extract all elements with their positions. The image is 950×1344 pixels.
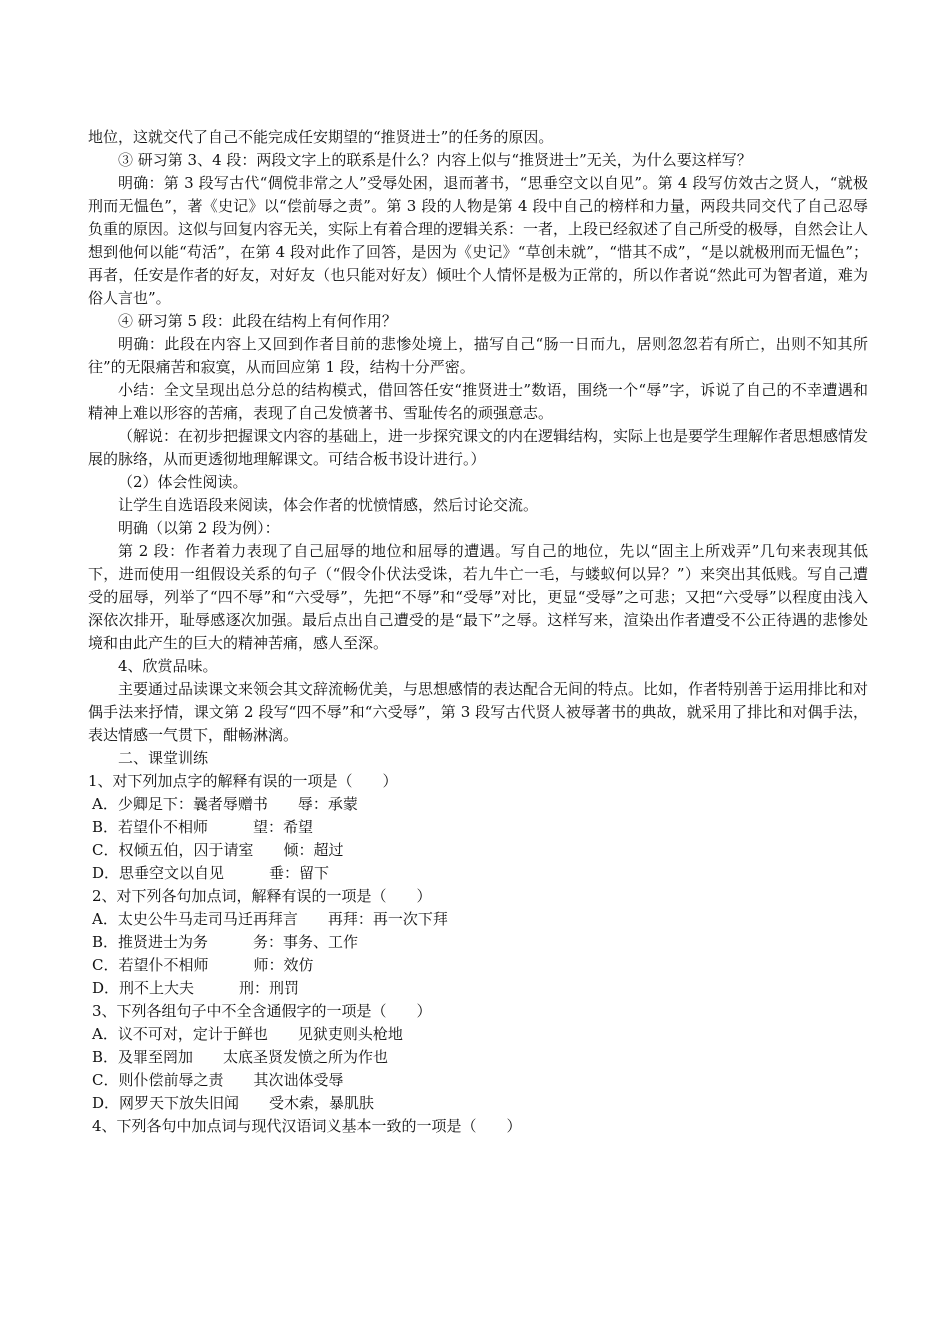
option-d: D．网罗天下放失旧闻 受木索，暴肌肤 xyxy=(92,1094,375,1112)
option-c: C．则仆偿前辱之责 其次诎体受辱 xyxy=(92,1071,344,1089)
option-d: D．刑不上大夫 刑：刑罚 xyxy=(92,979,300,997)
document-page xyxy=(88,126,868,1138)
summary-paragraph: 小结：全文呈现出总分总的结构模式，借回答任安“推贤进士”数语，围绕一个“辱”字，诉说了自己的不幸遭遇和精神上难以形容的苦痛，表现了自己发愤著书、雪耻传名的顽强意志。 xyxy=(88,381,868,422)
paragraph: 明确：第 3 段写古代“倜傥非常之人”受辱处困，退而著书，“思垂空文以自见”。第 4 段写仿效古之贤人，“就极刑而无愠色”，著《史记》以“偿前辱之责”。第 3 段的人物是第 4 段中自己的榜样和力量，两段共同交代了自己忍辱负重的原因。这似与回复内容无关，实际上有着合理的逻辑关系：一者，上段已经叙述了自己所受的极辱，自然会让人想到他何以能“苟活”，在第 4 段对此作了回答，是因为《史记》“草创未就”，“惜其不成”，“是以就极刑而无愠色”；再者，任安是作者的好友，对好友（也只能对好友）倾吐个人情怀是极为正常的，所以作者说“然此可为智者道，难为俗人言也”。 xyxy=(88,174,869,307)
section-heading: （2）体会性阅读。 xyxy=(118,473,248,491)
question-1: 1、对下列加点字的解释有误的一项是（ ） xyxy=(88,772,398,790)
question-4: 4、下列各句中加点词与现代汉语词义基本一致的一项是（ ） xyxy=(92,1117,522,1135)
paragraph: 主要通过品读课文来领会其文辞流畅优美，与思想感情的表达配合无间的特点。比如，作者特别善于运用排比和对偶手法来抒情，课文第 2 段写“四不辱”和“六受辱”，第 3 段写古代贤人被辱著书的典故，就采用了排比和对偶手法，表达情感一气贯下，酣畅淋漓。 xyxy=(88,680,869,744)
paragraph: 第 2 段：作者着力表现了自己屈辱的地位和屈辱的遭遇。写自己的地位，先以“固主上所戏弄”几句来表现其低下，进而使用一组假设关系的句子（“假令仆伏法受诛，若九牛亡一毛，与蝼蚁何以异？”）来突出其低贱。写自己遭受的屈辱，列举了“四不辱”和“六受辱”，先把“不辱”和“受辱”对比，更显“受辱”之可悲；又把“六受辱”以程度由浅入深依次排开，耻辱感逐次加强。最后点出自己遭受的是“最下”之辱。这样写来，渲染出作者遭受不公正待遇的悲惨处境和由此产生的巨大的精神苦痛，感人至深。 xyxy=(88,542,868,652)
text-line: 让学生自选语段来阅读，体会作者的忧愤情感，然后讨论交流。 xyxy=(118,496,539,514)
question-heading: ④ 研习第 5 段：此段在结构上有何作用？ xyxy=(118,312,397,330)
option-b: B．若望仆不相师 望：希望 xyxy=(92,818,314,836)
option-a: A．议不可对，定计于鲜也 见狱吏则头枪地 xyxy=(92,1025,403,1043)
question-3: 3、下列各组句子中不全含通假字的一项是（ ） xyxy=(92,1002,432,1020)
option-b: B．及罪至罔加 太底圣贤发愤之所为作也 xyxy=(92,1048,389,1066)
paragraph: 明确：此段在内容上又回到作者目前的悲惨处境上，描写自己“肠一日而九，居则忽忽若有所亡，出则不知其所往”的无限痛苦和寂寞，从而回应第 1 段，结构十分严密。 xyxy=(88,335,868,376)
option-a: A．太史公牛马走司马迁再拜言 再拜：再一次下拜 xyxy=(92,910,448,928)
option-d: D．思垂空文以自见 垂：留下 xyxy=(92,864,330,882)
text-line: 明确（以第 2 段为例）： xyxy=(118,519,280,537)
question-2: 2、对下列各句加点词，解释有误的一项是（ ） xyxy=(92,887,432,905)
option-b: B．推贤进士为务 务：事务、工作 xyxy=(92,933,359,951)
section-heading: 4、欣赏品味。 xyxy=(118,657,218,675)
note-paragraph: （解说：在初步把握课文内容的基础上，进一步探究课文的内在逻辑结构，实际上也是要学生理解作者思想感情发展的脉络，从而更透彻地理解课文。可结合板书设计进行。） xyxy=(88,427,869,468)
text-line: 地位，这就交代了自己不能完成任安期望的“推贤进士”的任务的原因。 xyxy=(88,128,554,146)
question-heading: ③ 研习第 3、4 段：两段文字上的联系是什么？内容上似与“推贤进士”无关，为什么要这样写？ xyxy=(118,151,752,169)
option-c: C．权倾五伯，囚于请室 倾：超过 xyxy=(92,841,344,859)
option-a: A．少卿足下：曩者辱赠书 辱：承蒙 xyxy=(92,795,358,813)
option-c: C．若望仆不相师 师：效仿 xyxy=(92,956,314,974)
section-heading: 二、课堂训练 xyxy=(118,749,209,767)
